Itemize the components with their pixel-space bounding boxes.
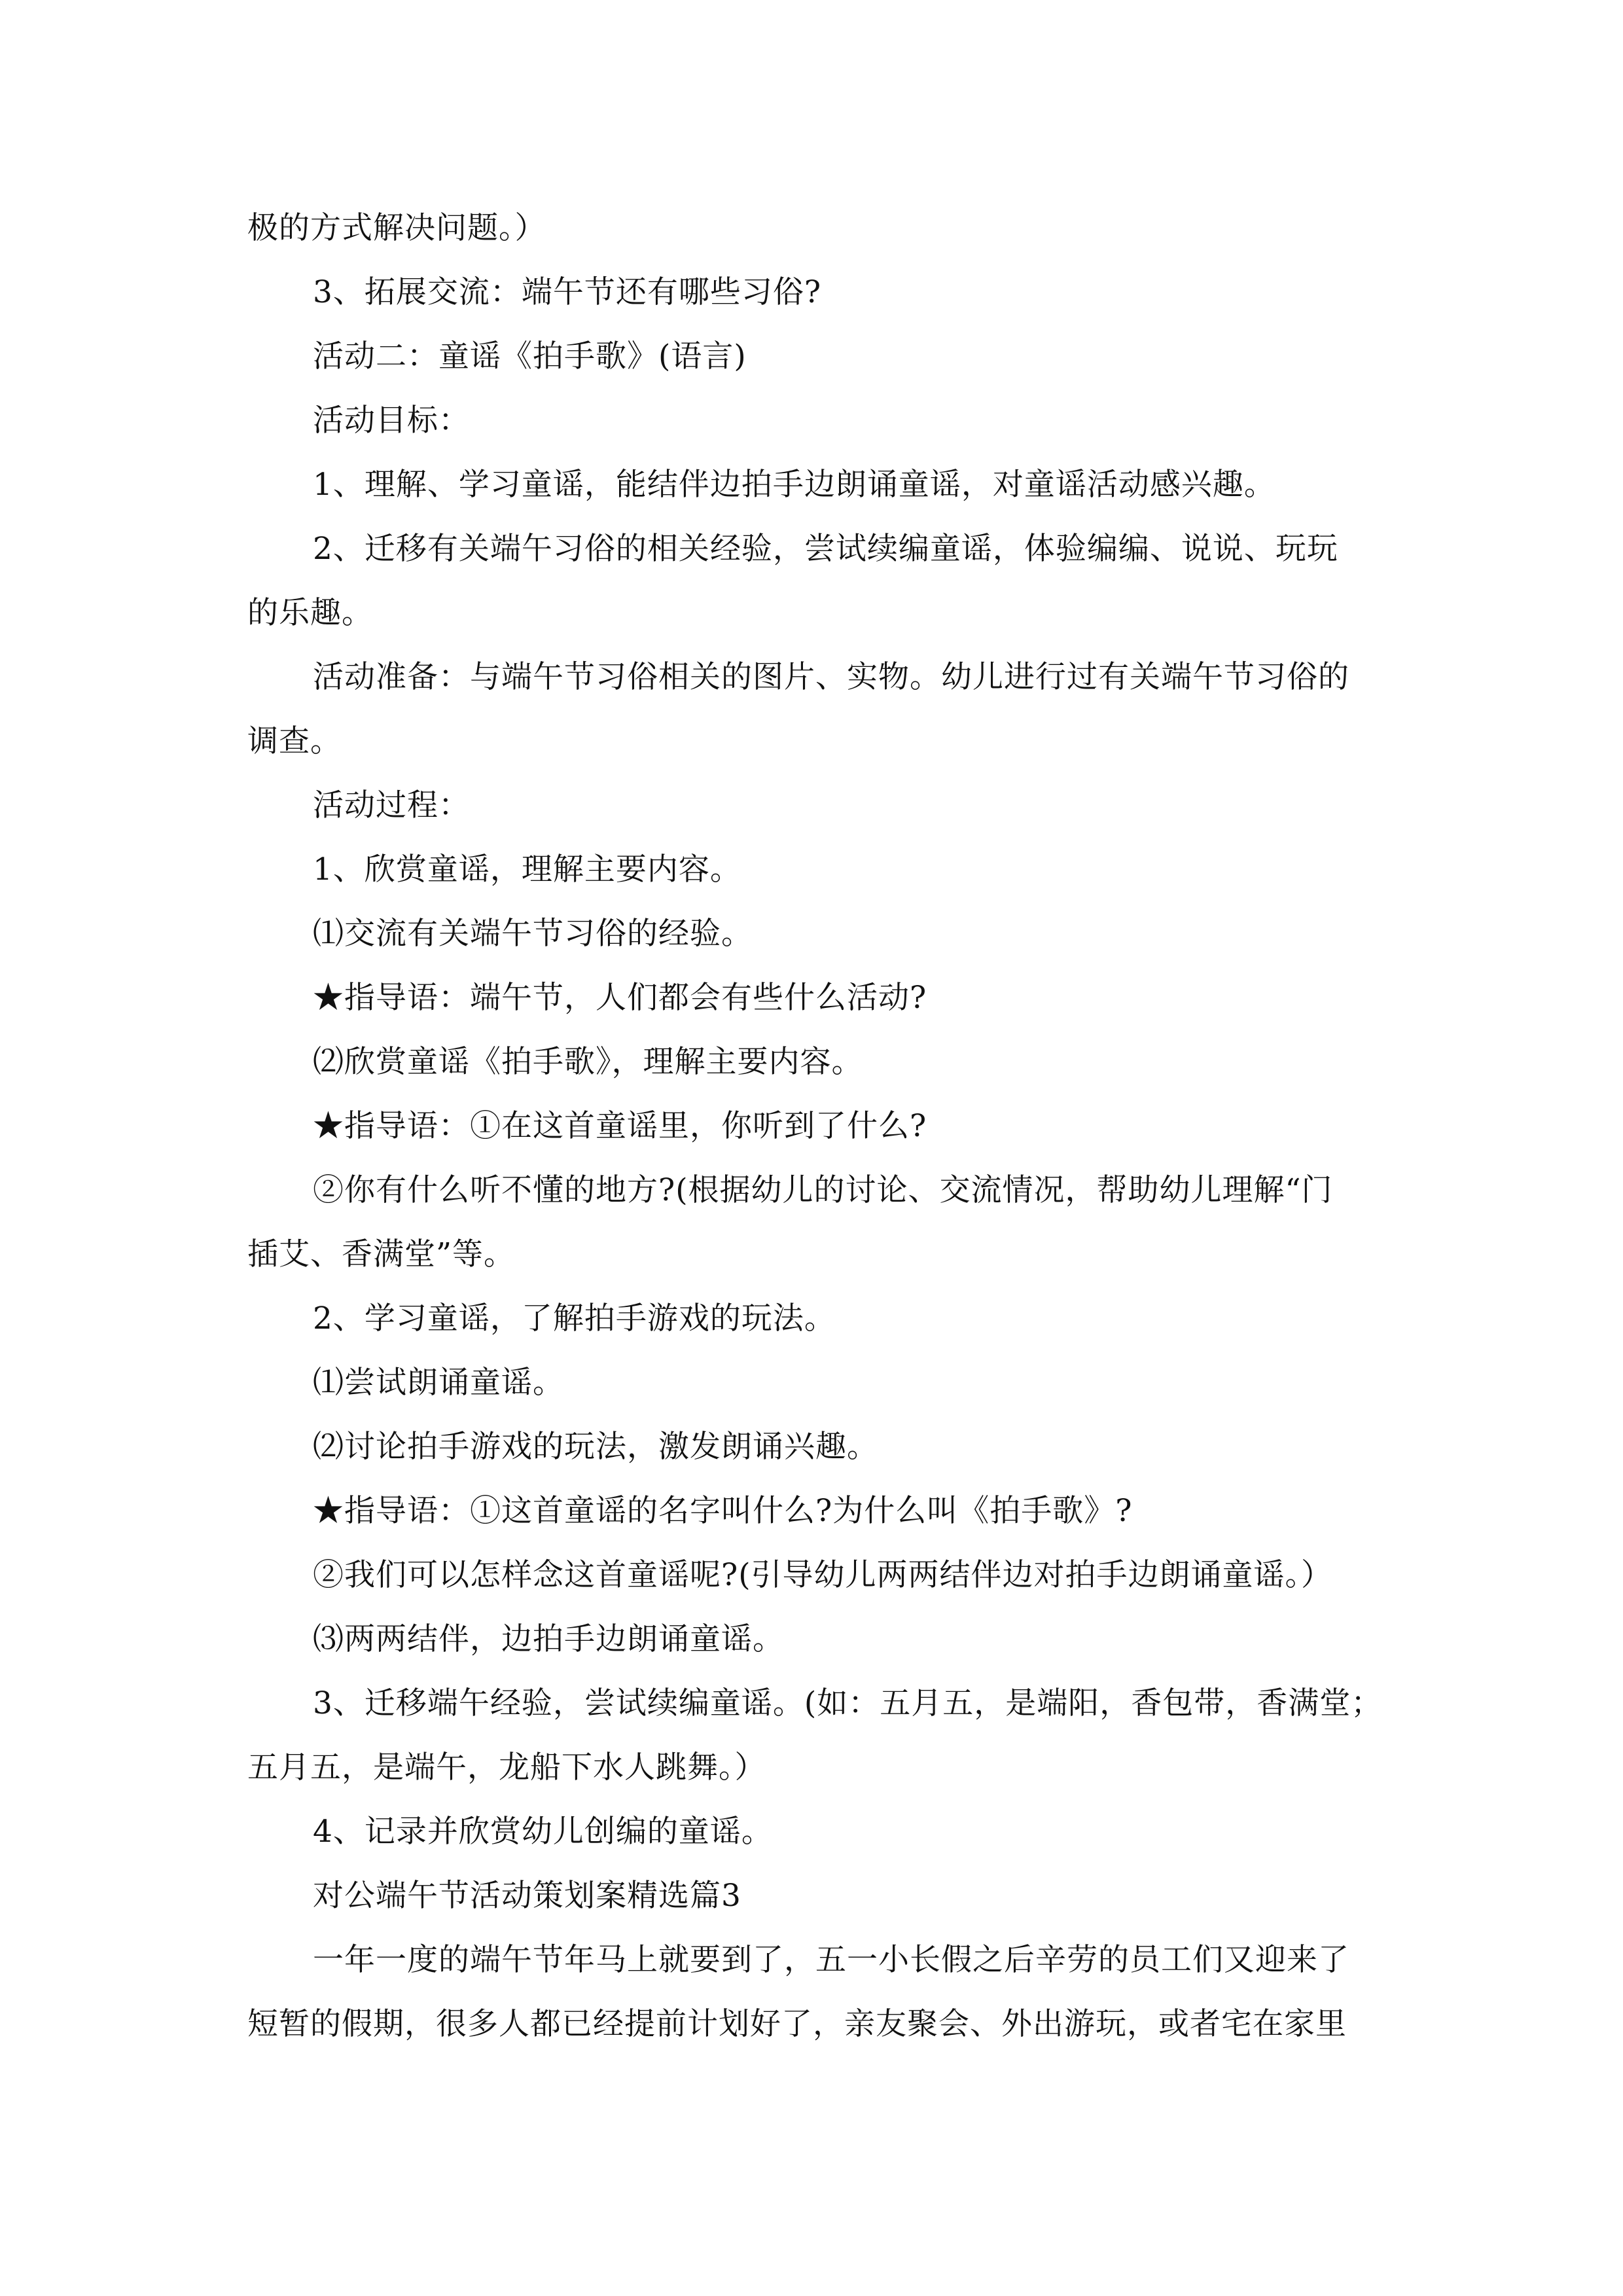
text-line: ②你有什么听不懂的地方?(根据幼儿的讨论、交流情况，帮助幼儿理解“门 [313,1172,1333,1208]
text-line: 极的方式解决问题。） [247,210,546,246]
text-line: ⑵讨论拍手游戏的玩法，激发朗诵兴趣。 [313,1429,878,1465]
text-line: ★指导语：①在这首童谣里，你听到了什么? [313,1108,927,1144]
text-line: 一年一度的端午节年马上就要到了，五一小长假之后辛劳的员工们又迎来了 [313,1942,1349,1978]
text-line: ⑵欣赏童谣《拍手歌》，理解主要内容。 [313,1044,863,1080]
text-line: ⑴交流有关端午节习俗的经验。 [313,916,753,952]
text-line: 活动目标： [313,403,470,439]
section-heading: 活动二：童谣《拍手歌》(语言) [313,338,747,374]
text-line: 2、学习童谣，了解拍手游戏的玩法。 [313,1300,836,1336]
text-line: ⑶两两结伴，边拍手边朗诵童谣。 [313,1621,784,1657]
text-line: ★指导语：端午节，人们都会有些什么活动? [313,980,927,1016]
text-line: 活动过程： [313,787,470,823]
text-line: 1、欣赏童谣，理解主要内容。 [313,852,741,888]
text-line: 插艾、香满堂”等。 [247,1236,516,1272]
document-body [247,196,1383,2056]
text-line: ⑴尝试朗诵童谣。 [313,1365,564,1401]
text-line: 的乐趣。 [247,595,373,631]
text-line: 1、理解、学习童谣，能结伴边拍手边朗诵童谣，对童谣活动感兴趣。 [313,467,1275,503]
text-line: 2、迁移有关端午习俗的相关经验，尝试续编童谣，体验编编、说说、玩玩 [313,531,1338,567]
text-line: 活动准备：与端午节习俗相关的图片、实物。幼儿进行过有关端午节习俗的 [313,659,1349,695]
text-line: 3、拓展交流：端午节还有哪些习俗? [313,274,822,310]
text-line: 3、迁移端午经验，尝试续编童谣。(如：五月五，是端阳，香包带，香满堂； [313,1685,1383,1721]
text-line: ②我们可以怎样念这首童谣呢?(引导幼儿两两结伴边对拍手边朗诵童谣。） [313,1557,1333,1593]
text-line: 4、记录并欣赏幼儿创编的童谣。 [313,1814,773,1850]
text-line: ★指导语：①这首童谣的名字叫什么?为什么叫《拍手歌》? [313,1493,1133,1529]
text-line: 短暂的假期，很多人都已经提前计划好了，亲友聚会、外出游玩，或者宅在家里 [247,2006,1347,2042]
section-heading: 对公端午节活动策划案精选篇3 [313,1878,741,1914]
text-line: 五月五，是端午，龙船下水人跳舞。） [247,1749,766,1785]
text-line: 调查。 [247,723,342,759]
